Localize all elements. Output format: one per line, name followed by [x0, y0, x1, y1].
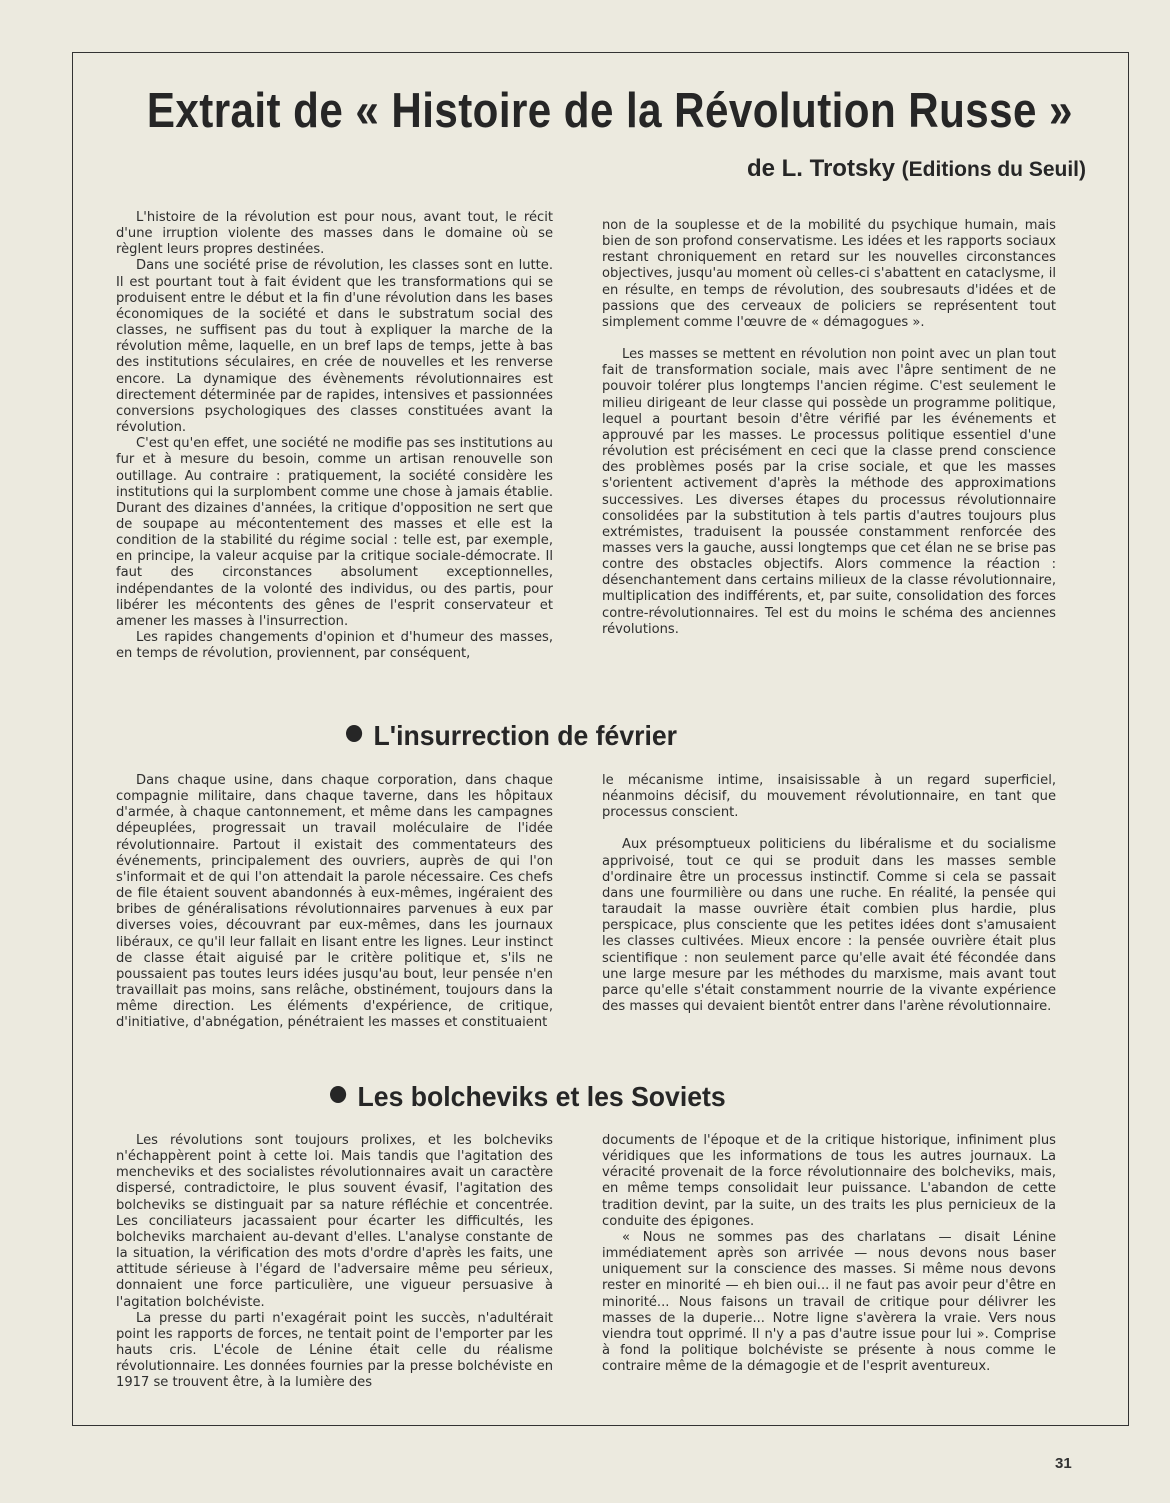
publisher-name: (Editions du Seuil) [901, 158, 1086, 181]
insurrection-right-column [602, 773, 1056, 1015]
paragraph: L'histoire de la révolution est pour nous, avant tout, le récit d'une irruption violente des masses dans le domaine où se règlent leurs propres destinées. [116, 210, 553, 258]
insurrection-left-column [116, 773, 553, 1032]
bullet-icon [346, 725, 362, 742]
article-byline [747, 155, 1086, 183]
bolcheviks-right-column [602, 1133, 1056, 1375]
section-title: Les bolcheviks et les Soviets [357, 1081, 726, 1112]
intro-right-column [602, 218, 1056, 638]
intro-left-column [116, 210, 553, 662]
paragraph: Les révolutions sont toujours prolixes, et les bolcheviks n'échappèrent point à cette loi. Mais tandis que l'agitation des mencheviks et des socialistes révolutionnaires avait un caractère dispersé, contradictoire, le plus souvent évasif, l'agitation des bolcheviks se distinguait par sa nature réfléchie et concentrée. Les conciliateurs jacassaient pour écarter les difficultés, les bolcheviks marchaient au-devant d'elles. L'analyse constante de la situation, la vérification des mots d'ordre d'après les faits, une attitude sérieuse à l'égard de l'adversaire même peu sérieux, donnaient une force particulière, une vigueur persuasive à l'agitation bolchéviste. [116, 1133, 553, 1310]
paragraph: Dans chaque usine, dans chaque corporation, dans chaque compagnie militaire, dans chaque taverne, dans les hôpitaux d'armée, à chaque cantonnement, et même dans les campagnes dépeuplées, progressait un travail moléculaire de l'idée révolutionnaire. Partout il existait des commentateurs des événements, principalement des ouvriers, auprès de qui l'on s'informait et de qui l'on attendait la parole nécessaire. Ces chefs de file étaient souvent abandonnés à eux-mêmes, ingéraient des bribes de généralisations révolutionnaires parvenues à eux par diverses voies, découvrant par eux-mêmes, dans les journaux libéraux, ce qu'il leur fallait en lisant entre les lignes. Leur instinct de classe était aiguisé par le critère politique et, s'ils ne poussaient pas toutes leurs idées jusqu'au bout, leur pensée n'en travaillait pas moins, sans relâche, obstinément, toujours dans la même direction. Les éléments d'expérience, de critique, d'initiative, d'abnégation, pénétraient les masses et constituaient [116, 773, 553, 1031]
section-title: L'insurrection de février [373, 720, 678, 751]
paragraph: La presse du parti n'exagérait point les succès, n'adultérait point les rapports de forces, ne tentait point de l'emporter par les hauts cris. L'école de Lénine était celle du réalisme révolutionnaire. Les données fournies par la presse bolchéviste en 1917 se trouvent être, à la lumière des [116, 1310, 553, 1391]
paragraph: documents de l'époque et de la critique historique, infiniment plus véridiques que les informations de tous les autres journaux. La véracité provenait de la force révolutionnaire des bolcheviks, mais, en même temps consolidait leur puissance. L'abandon de cette tradition devint, par la suite, un des traits les plus pernicieux de la conduite des épigones. [602, 1133, 1056, 1229]
page-number: 31 [1055, 1455, 1072, 1472]
paragraph: non de la souplesse et de la mobilité du psychique humain, mais bien de son profond conservatisme. Les idées et les rapports sociaux restant chroniquement en retard sur les nouvelles circonstances objectives, jusqu'au moment où celles-ci s'abattent en cataclysme, il en résulte, en temps de révolution, des soubresauts d'idées et de passions que des cerveaux de policiers se représentent tout simplement comme l'œuvre de « démagogues ». [602, 218, 1056, 330]
paragraph: « Nous ne sommes pas des charlatans — disait Lénine immédiatement après son arrivée — nous devons nous baser uniquement sur la conscience des masses. Si même nous devons rester en minorité — eh bien oui... il ne faut pas avoir peur d'être en minorité... Nous faisons un travail de critique pour délivrer les masses de la duperie... Notre ligne s'avèrera la vraie. Vers nous viendra tout opprimé. Il n'y a pas d'autre issue pour lui ». Comprise à fond la politique bolchéviste se présente à nous comme le contraire même de la démagogie et de l'esprit aventureux. [602, 1229, 1056, 1375]
article-title: Extrait de « Histoire de la Révolution Russe » [146, 84, 1073, 138]
paragraph: le mécanisme intime, insaisissable à un regard superficiel, néanmoins décisif, du mouvement révolutionnaire, en tant que processus conscient. [602, 773, 1056, 821]
paragraph: Les rapides changements d'opinion et d'humeur des masses, en temps de révolution, proviennent, par conséquent, [116, 630, 553, 662]
section-heading-bolcheviks [330, 1081, 726, 1113]
author-name: de L. Trotsky [746, 155, 895, 182]
paragraph: C'est qu'en effet, une société ne modifie pas ses institutions au fur et à mesure du besoin, comme un artisan renouvelle son outillage. Au contraire : pratiquement, la société considère les institutions qui la surplombent comme une chose à jamais établie. Durant des dizaines d'années, la critique d'opposition ne sert que de soupape au mécontentement des masses et elle est la condition de la stabilité du régime social : telle est, par exemple, en principe, la valeur acquise par la critique sociale-démocrate. Il faut des circonstances absolument exceptionnelles, indépendantes de la volonté des individus, ou des partis, pour libérer les mécontents des gênes de l'esprit conservateur et amener les masses à l'insurrection. [116, 436, 554, 629]
paragraph: Dans une société prise de révolution, les classes sont en lutte. Il est pourtant tout à fait évident que les transformations qui se produisent entre le début et la fin d'une révolution dans les bases économiques de la société et dans le substratum social des classes, ne suffisent pas du tout à expliquer la marche de la révolution même, laquelle, en un bref laps de temps, jette à bas des institutions séculaires, en crée de nouvelles et les renverse encore. La dynamique des évènements révolutionnaires est directement déterminée par de rapides, intensives et passionnées conversions psychologiques des classes constituées avant la révolution. [116, 258, 553, 436]
bolcheviks-left-column [116, 1133, 553, 1392]
paragraph: Les masses se mettent en révolution non point avec un plan tout fait de transformation sociale, mais avec l'âpre sentiment de ne pouvoir tolérer plus longtemps l'ancien régime. C'est seulement le milieu dirigeant de leur classe qui possède un programme politique, lequel a pourtant besoin d'être vérifié par les événements et approuvé par les masses. Le processus politique essentiel d'une révolution est précisément en ceci que la classe prend conscience des problèmes posés par la crise sociale, et que les masses s'orientent activement d'après la méthode des approximations successives. Les diverses étapes du processus révolutionnaire consolidées par la substitution à tels partis d'autres toujours plus extrémistes, traduisent la poussée constamment renforcée des masses vers la gauche, aussi longtemps que cet élan ne se brise pas contre des obstacles objectifs. Alors commence la réaction : désenchantement dans certains milieux de la classe révolutionnaire, multiplication des indifférents, et, par suite, consolidation des forces contre-révolutionnaires. Tel est du moins le schéma des anciennes révolutions. [602, 347, 1056, 637]
section-heading-insurrection [346, 720, 677, 752]
bullet-icon [330, 1086, 346, 1103]
paragraph: Aux présomptueux politiciens du libéralisme et du socialisme apprivoisé, tout ce qui se produit dans les masses semble d'ordinaire être un processus instinctif. Comme si cela se passait dans une fourmilière ou dans une ruche. En réalité, la pensée qui taraudait la masse ouvrière était combien plus hardie, plus perspicace, plus consciente que les petites idées dont s'amusaient les classes cultivées. Mieux encore : la pensée ouvrière était plus scientifique : non seulement parce qu'elle avait été fécondée dans une large mesure par les méthodes du marxisme, mais avant tout parce qu'elle s'était constamment nourrie de la vivante expérience des masses qui devaient bientôt entrer dans l'arène révolutionnaire. [602, 837, 1056, 1015]
